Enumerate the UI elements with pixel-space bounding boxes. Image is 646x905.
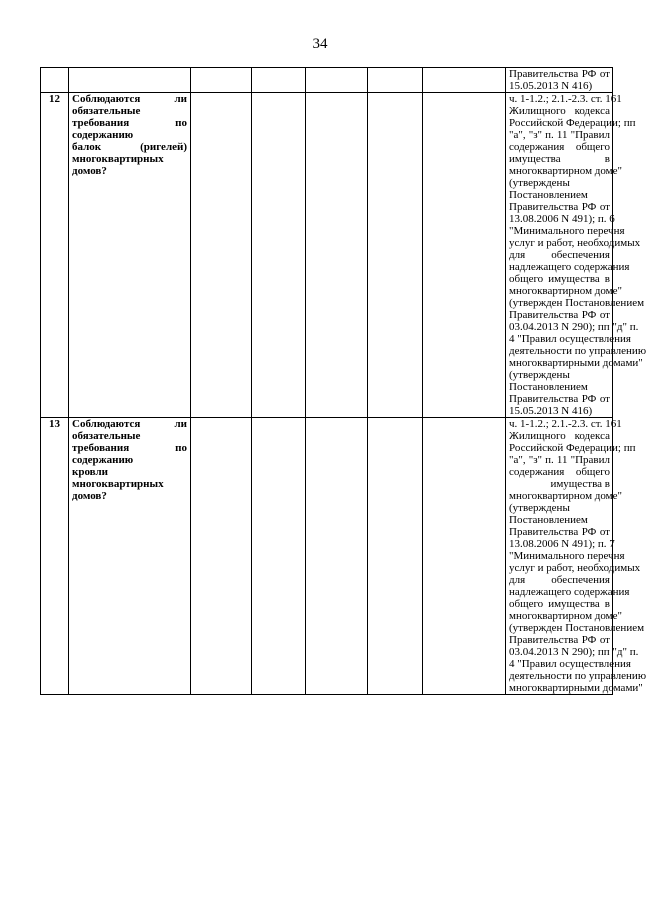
reference-line: 15.05.2013 N 416) — [509, 405, 593, 417]
table-row — [41, 93, 613, 418]
reference-line: (утвержден Постановлением — [509, 297, 645, 309]
reference-line: услуг и работ, необходимых — [509, 562, 641, 574]
reference-line: "а", "з" п. 11 "Правил — [509, 129, 610, 141]
reference-line: содержания общего — [509, 466, 610, 478]
checklist-table — [40, 67, 646, 695]
reference-line: Постановлением — [509, 514, 588, 526]
empty-answer-cell — [423, 418, 506, 695]
requirement-question-cell — [69, 68, 191, 93]
reference-line: Правительства РФ от — [509, 393, 610, 405]
reference-line: Правительства РФ от — [509, 526, 610, 538]
question-line: домов? — [72, 490, 107, 502]
requirement-question-cell — [69, 93, 191, 418]
reference-line: многоквартирном доме" — [509, 285, 623, 297]
reference-line: ч. 1-1.2.; 2.1.-2.3. ст. 161 — [509, 418, 622, 430]
reference-line: надлежащего содержания — [509, 586, 630, 598]
reference-line: "Минимального перечня — [509, 550, 625, 562]
reference-line: многоквартирном доме" — [509, 610, 623, 622]
requirement-question-cell — [69, 418, 191, 695]
row-number-cell: 12 — [41, 93, 69, 418]
reference-line: деятельности по управлению — [509, 345, 646, 357]
legal-reference-cell — [506, 68, 613, 93]
empty-answer-cell — [423, 68, 506, 93]
empty-answer-cell — [191, 68, 252, 93]
table-body — [41, 68, 646, 695]
question-line: Соблюдаются ли — [72, 93, 187, 105]
question-line: домов? — [72, 165, 107, 177]
empty-answer-cell — [368, 93, 423, 418]
empty-answer-cell — [252, 68, 306, 93]
page-number: 34 — [312, 36, 328, 52]
reference-line: многоквартирном доме" — [509, 165, 623, 177]
empty-answer-cell — [306, 93, 368, 418]
question-line: содержанию — [72, 454, 134, 466]
reference-line: Жилищного кодекса — [509, 105, 610, 117]
reference-line: Жилищного кодекса — [509, 430, 610, 442]
reference-line: имущества в — [550, 478, 610, 490]
table-row — [41, 68, 613, 93]
reference-line: 03.04.2013 N 290); пп "д" п. — [509, 646, 639, 658]
reference-line: Правительства РФ от — [509, 68, 610, 80]
reference-line: ч. 1-1.2.; 2.1.-2.3. ст. 161 — [509, 93, 622, 105]
reference-line: 13.08.2006 N 491); п. 6 — [509, 213, 615, 225]
reference-line: 03.04.2013 N 290); пп "д" п. — [509, 321, 639, 333]
reference-line: общего имущества в — [509, 273, 610, 285]
reference-line: многоквартирными домами" — [509, 682, 643, 694]
question-line: кровли — [72, 466, 108, 478]
reference-line: (утвержден Постановлением — [509, 622, 645, 634]
question-line: содержанию — [72, 129, 134, 141]
reference-line: (утверждены — [509, 369, 570, 381]
reference-line: Российской Федерации; пп — [509, 442, 636, 454]
empty-answer-cell — [423, 93, 506, 418]
reference-line: "Минимального перечня — [509, 225, 625, 237]
reference-line: 4 "Правил осуществления — [509, 333, 631, 345]
reference-line: надлежащего содержания — [509, 261, 630, 273]
reference-line: услуг и работ, необходимых — [509, 237, 641, 249]
legal-reference-cell — [506, 93, 646, 418]
question-line: требования по — [72, 117, 187, 129]
question-line: обязательные — [72, 105, 141, 117]
table-row — [41, 418, 613, 695]
empty-answer-cell — [191, 93, 252, 418]
reference-line: "а", "з" п. 11 "Правил — [509, 454, 610, 466]
reference-line: Правительства РФ от — [509, 309, 610, 321]
reference-line: деятельности по управлению — [509, 670, 646, 682]
empty-answer-cell — [306, 418, 368, 695]
row-number-cell — [41, 68, 69, 93]
reference-line: 15.05.2013 N 416) — [509, 80, 593, 92]
reference-line: для обеспечения — [509, 574, 610, 586]
empty-answer-cell — [368, 68, 423, 93]
reference-line: (утверждены — [509, 502, 570, 514]
empty-answer-cell — [191, 418, 252, 695]
empty-answer-cell — [252, 418, 306, 695]
empty-answer-cell — [306, 68, 368, 93]
reference-line: многоквартирном доме" — [509, 490, 623, 502]
reference-line: Правительства РФ от — [509, 634, 610, 646]
question-line: обязательные — [72, 430, 141, 442]
empty-answer-cell — [368, 418, 423, 695]
reference-line: 4 "Правил осуществления — [509, 658, 631, 670]
reference-line: для обеспечения — [509, 249, 610, 261]
reference-line: (утверждены — [509, 177, 570, 189]
reference-line: 13.08.2006 N 491); п. 7 — [509, 538, 615, 550]
question-line: Соблюдаются ли — [72, 418, 187, 430]
reference-line: многоквартирными домами" — [509, 357, 643, 369]
reference-line: Правительства РФ от — [509, 201, 610, 213]
reference-line: Постановлением — [509, 381, 588, 393]
empty-answer-cell — [252, 93, 306, 418]
reference-line: Российской Федерации; пп — [509, 117, 636, 129]
row-number-cell: 13 — [41, 418, 69, 695]
question-line: многоквартирных — [72, 153, 164, 165]
question-line: балок (ригелей) — [72, 141, 187, 153]
legal-reference-cell — [506, 418, 646, 695]
reference-line: общего имущества в — [509, 598, 610, 610]
question-line: требования по — [72, 442, 187, 454]
reference-line: Постановлением — [509, 189, 588, 201]
question-line: многоквартирных — [72, 478, 164, 490]
reference-line: имущества в — [509, 153, 610, 165]
reference-line: содержания общего — [509, 141, 610, 153]
